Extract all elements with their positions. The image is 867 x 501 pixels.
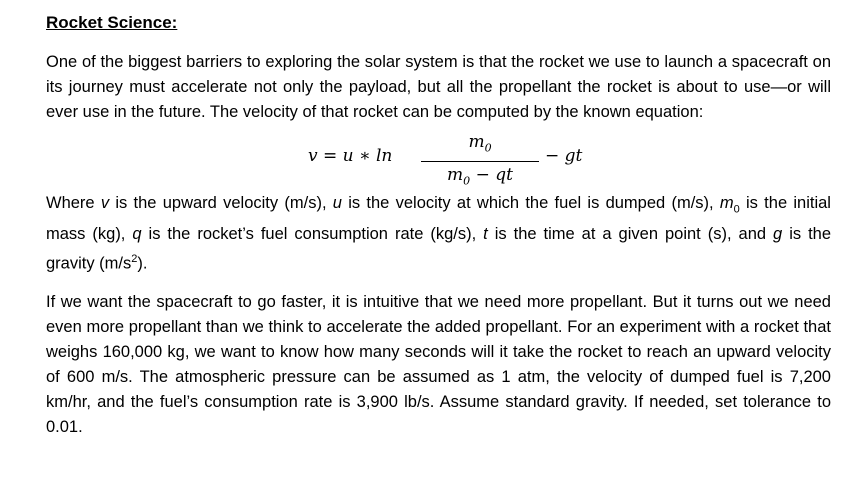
variables-text: is the rocket’s fuel consumption rate (kg/s), — [141, 225, 484, 244]
variables-text: Where — [46, 194, 101, 212]
document-page — [46, 10, 831, 440]
denominator-symbol: m — [447, 165, 464, 186]
var-m: m — [719, 194, 734, 212]
var-m-subscript: 0 — [733, 203, 740, 216]
numerator-subscript: 0 — [484, 141, 492, 155]
equation-lhs: v = u ∗ ln — [308, 146, 393, 166]
variables-text: is the time at a given point (s), and — [487, 225, 774, 244]
denominator-rest: − qt — [470, 165, 513, 186]
problem-paragraph: If we want the spacecraft to go faster, it is intuitive that we need more propellant. But it turns out we need even more propellant than we think to accelerate the added propellant. For an experiment with a rocket that weighs 160,000 kg, we want to know how many seconds will it take the rocket to reach an upward velocity of 600 m/s. The atmospheric pressure can be assumed as 1 atm, the velocity of dumped fuel is 7,200 km/hr, and the fuel’s consumption rate is 3,900 lb/s. Assume standard gravity. If needed, set tolerance to 0.01. — [46, 292, 831, 436]
numerator-symbol: m — [468, 132, 485, 152]
var-g: g — [773, 225, 783, 244]
fraction-numerator — [421, 131, 539, 159]
variables-paragraph — [46, 191, 831, 277]
equation-fraction — [421, 131, 539, 193]
fraction-denominator — [421, 164, 539, 192]
denominator-subscript: 0 — [463, 174, 471, 188]
variables-text: is the initial mass (kg), — [46, 194, 831, 244]
var-q: q — [132, 225, 142, 244]
variables-text: is the upward velocity (m/s), — [109, 194, 333, 212]
var-v: v — [100, 194, 110, 212]
squared-superscript: 2 — [131, 253, 138, 266]
var-u: u — [332, 194, 342, 212]
fraction-bar — [421, 161, 539, 162]
equation-rhs: − gt — [545, 146, 583, 166]
variables-text: is the velocity at which the fuel is dumped (m/s), — [341, 194, 720, 212]
section-title: Rocket Science: — [46, 13, 178, 32]
var-t: t — [483, 225, 488, 244]
variables-text: ). — [137, 254, 148, 273]
variables-text: is the gravity (m/s — [46, 225, 832, 273]
intro-paragraph: One of the biggest barriers to exploring the solar system is that the rocket we use to launch a spacecraft on its journey must accelerate not only the payload, but all the propellant the rocket is about to use—or will ever use in the future. The velocity of that rocket can be computed by the known equation: — [46, 53, 831, 121]
rocket-velocity-equation — [46, 131, 831, 188]
